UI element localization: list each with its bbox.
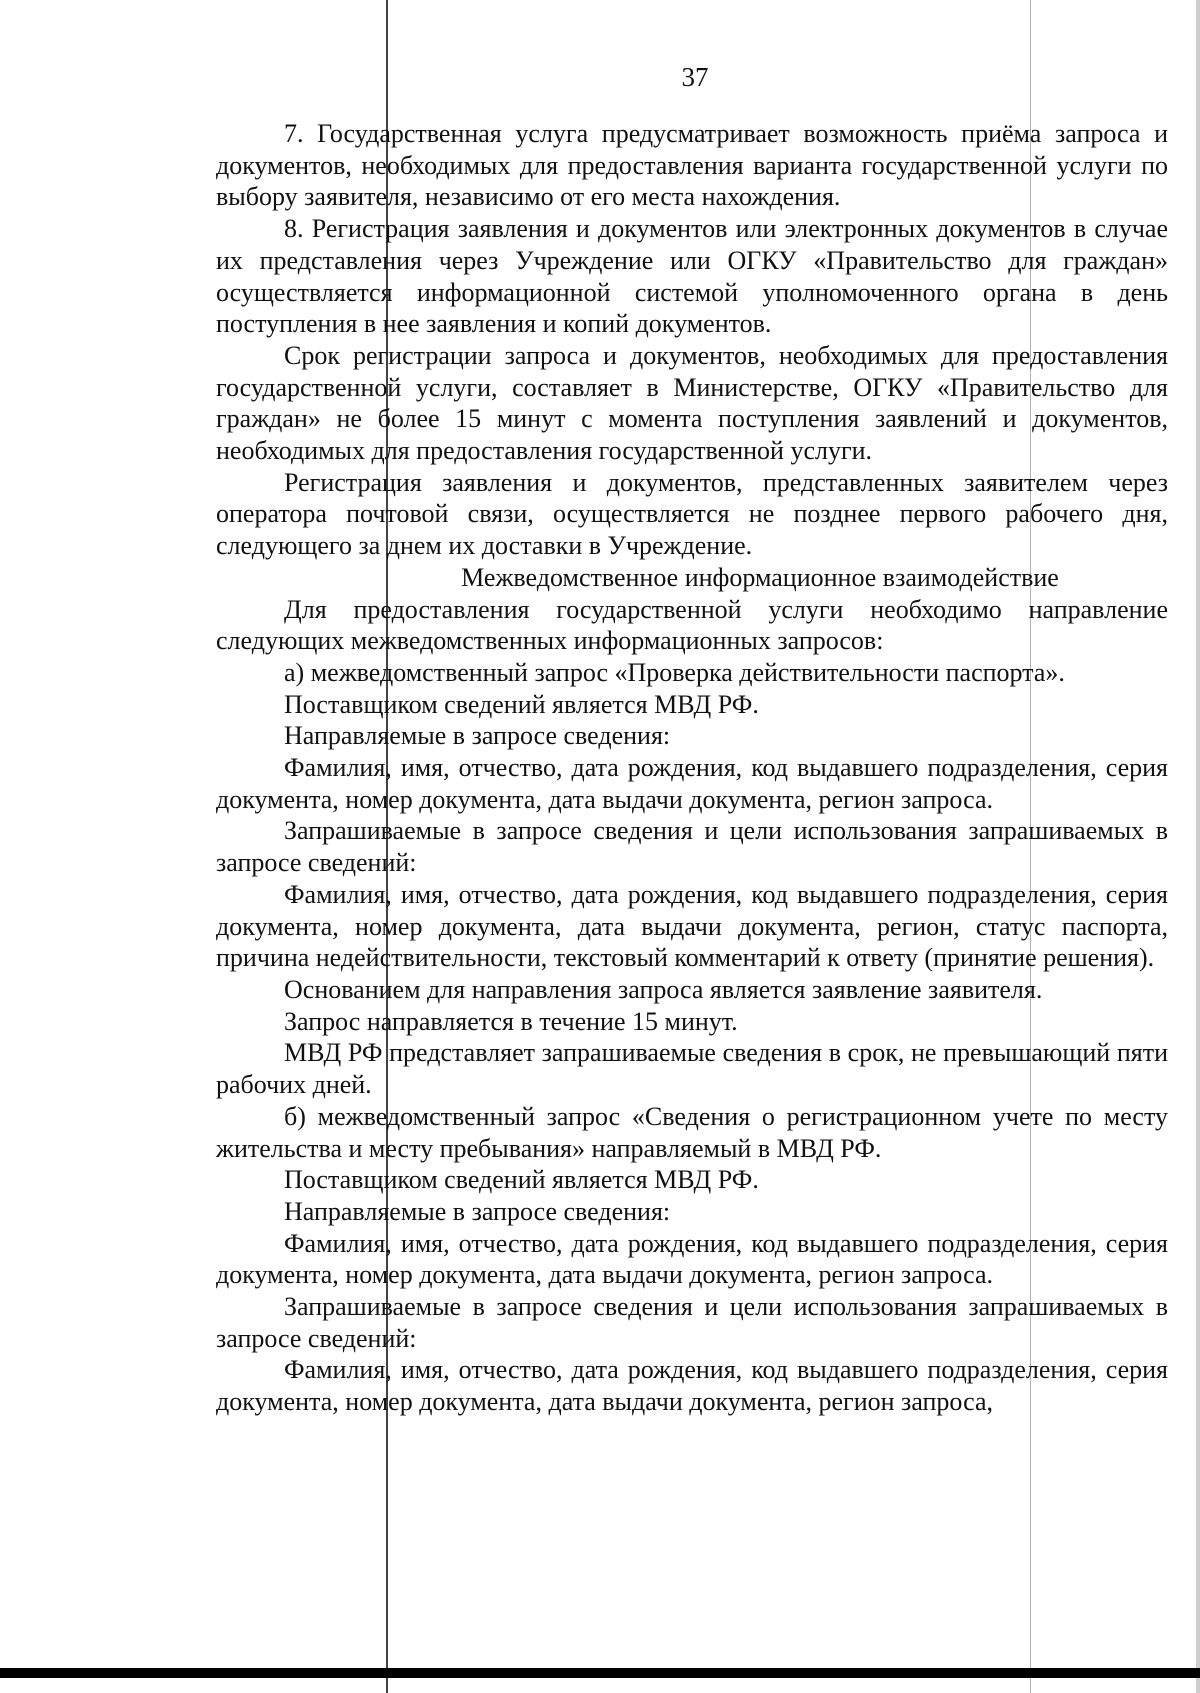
paragraph: Основанием для направления запроса является заявление заявителя. [284, 974, 1043, 1004]
paragraph: Фамилия, имя, отчество, дата рождения, код выдавшего подразделения, серия документа, номер документа, дата выдачи документа, регион, статус паспорта, причина недействительности, текстовый комментарий к ответу (принятие решения). [216, 879, 1168, 973]
paragraph: Направляемые в запросе сведения: [284, 1196, 671, 1226]
section-heading: Межведомственное информационное взаимодействие [461, 562, 1059, 592]
paragraph: Поставщиком сведений является МВД РФ. [284, 1165, 759, 1195]
scan-bottom-bar [0, 1668, 1200, 1678]
paragraph: Срок регистрации запроса и документов, необходимых для предоставления государственной услуги, составляет в Министерстве, ОГКУ «Правительство для граждан» не более 15 минут с момента поступления заявлений и документов, необходимых для предоставления государственной услуги. [216, 340, 1168, 466]
paragraph: Поставщиком сведений является МВД РФ. [284, 689, 759, 719]
paragraph: 7. Государственная услуга предусматривает возможность приёма запроса и документов, необходимых для предоставления варианта государственной услуги по выбору заявителя, независимо от его места нахождения. [216, 119, 1168, 212]
paragraph: б) межведомственный запрос «Сведения о регистрационном учете по месту жительства и месту пребывания» направляемый в МВД РФ. [216, 1101, 1168, 1163]
paragraph: Фамилия, имя, отчество, дата рождения, код выдавшего подразделения, серия документа, номер документа, дата выдачи документа, регион запроса. [216, 753, 1168, 814]
paragraph: Регистрация заявления и документов, представленных заявителем через оператора почтовой связи, осуществляется не позднее первого рабочего дня, следующего за днем их доставки в Учреждение. [216, 467, 1168, 561]
scan-edge [1196, 0, 1200, 1693]
paragraph: Фамилия, имя, отчество, дата рождения, код выдавшего подразделения, серия документа, номер документа, дата выдачи документа, регион запроса, [216, 1355, 1168, 1417]
paragraph: Для предоставления государственной услуги необходимо направление следующих межведомственных информационных запросов: [216, 594, 1168, 656]
paragraph: Запрашиваемые в запросе сведения и цели использования запрашиваемых в запросе сведений: [216, 1292, 1168, 1353]
body-text [216, 118, 1168, 1418]
paragraph: Фамилия, имя, отчество, дата рождения, код выдавшего подразделения, серия документа, номер документа, дата выдачи документа, регион запроса. [216, 1228, 1168, 1290]
paragraph: а) межведомственный запрос «Проверка действительности паспорта». [284, 657, 1065, 687]
paragraph: Направляемые в запросе сведения: [284, 721, 671, 751]
paragraph: 8. Регистрация заявления и документов или электронных документов в случае их представления через Учреждение или ОГКУ «Правительство для граждан» осуществляется информационной системой уполномоченного органа в день поступления в нее заявления и копий документов. [216, 214, 1168, 339]
page-number: 37 [681, 62, 709, 92]
paragraph: Запрашиваемые в запросе сведения и цели использования запрашиваемых в запросе сведений: [216, 816, 1168, 878]
paragraph: МВД РФ представляет запрашиваемые сведения в срок, не превышающий пяти рабочих дней. [216, 1038, 1168, 1100]
paragraph: Запрос направляется в течение 15 минут. [284, 1006, 738, 1036]
